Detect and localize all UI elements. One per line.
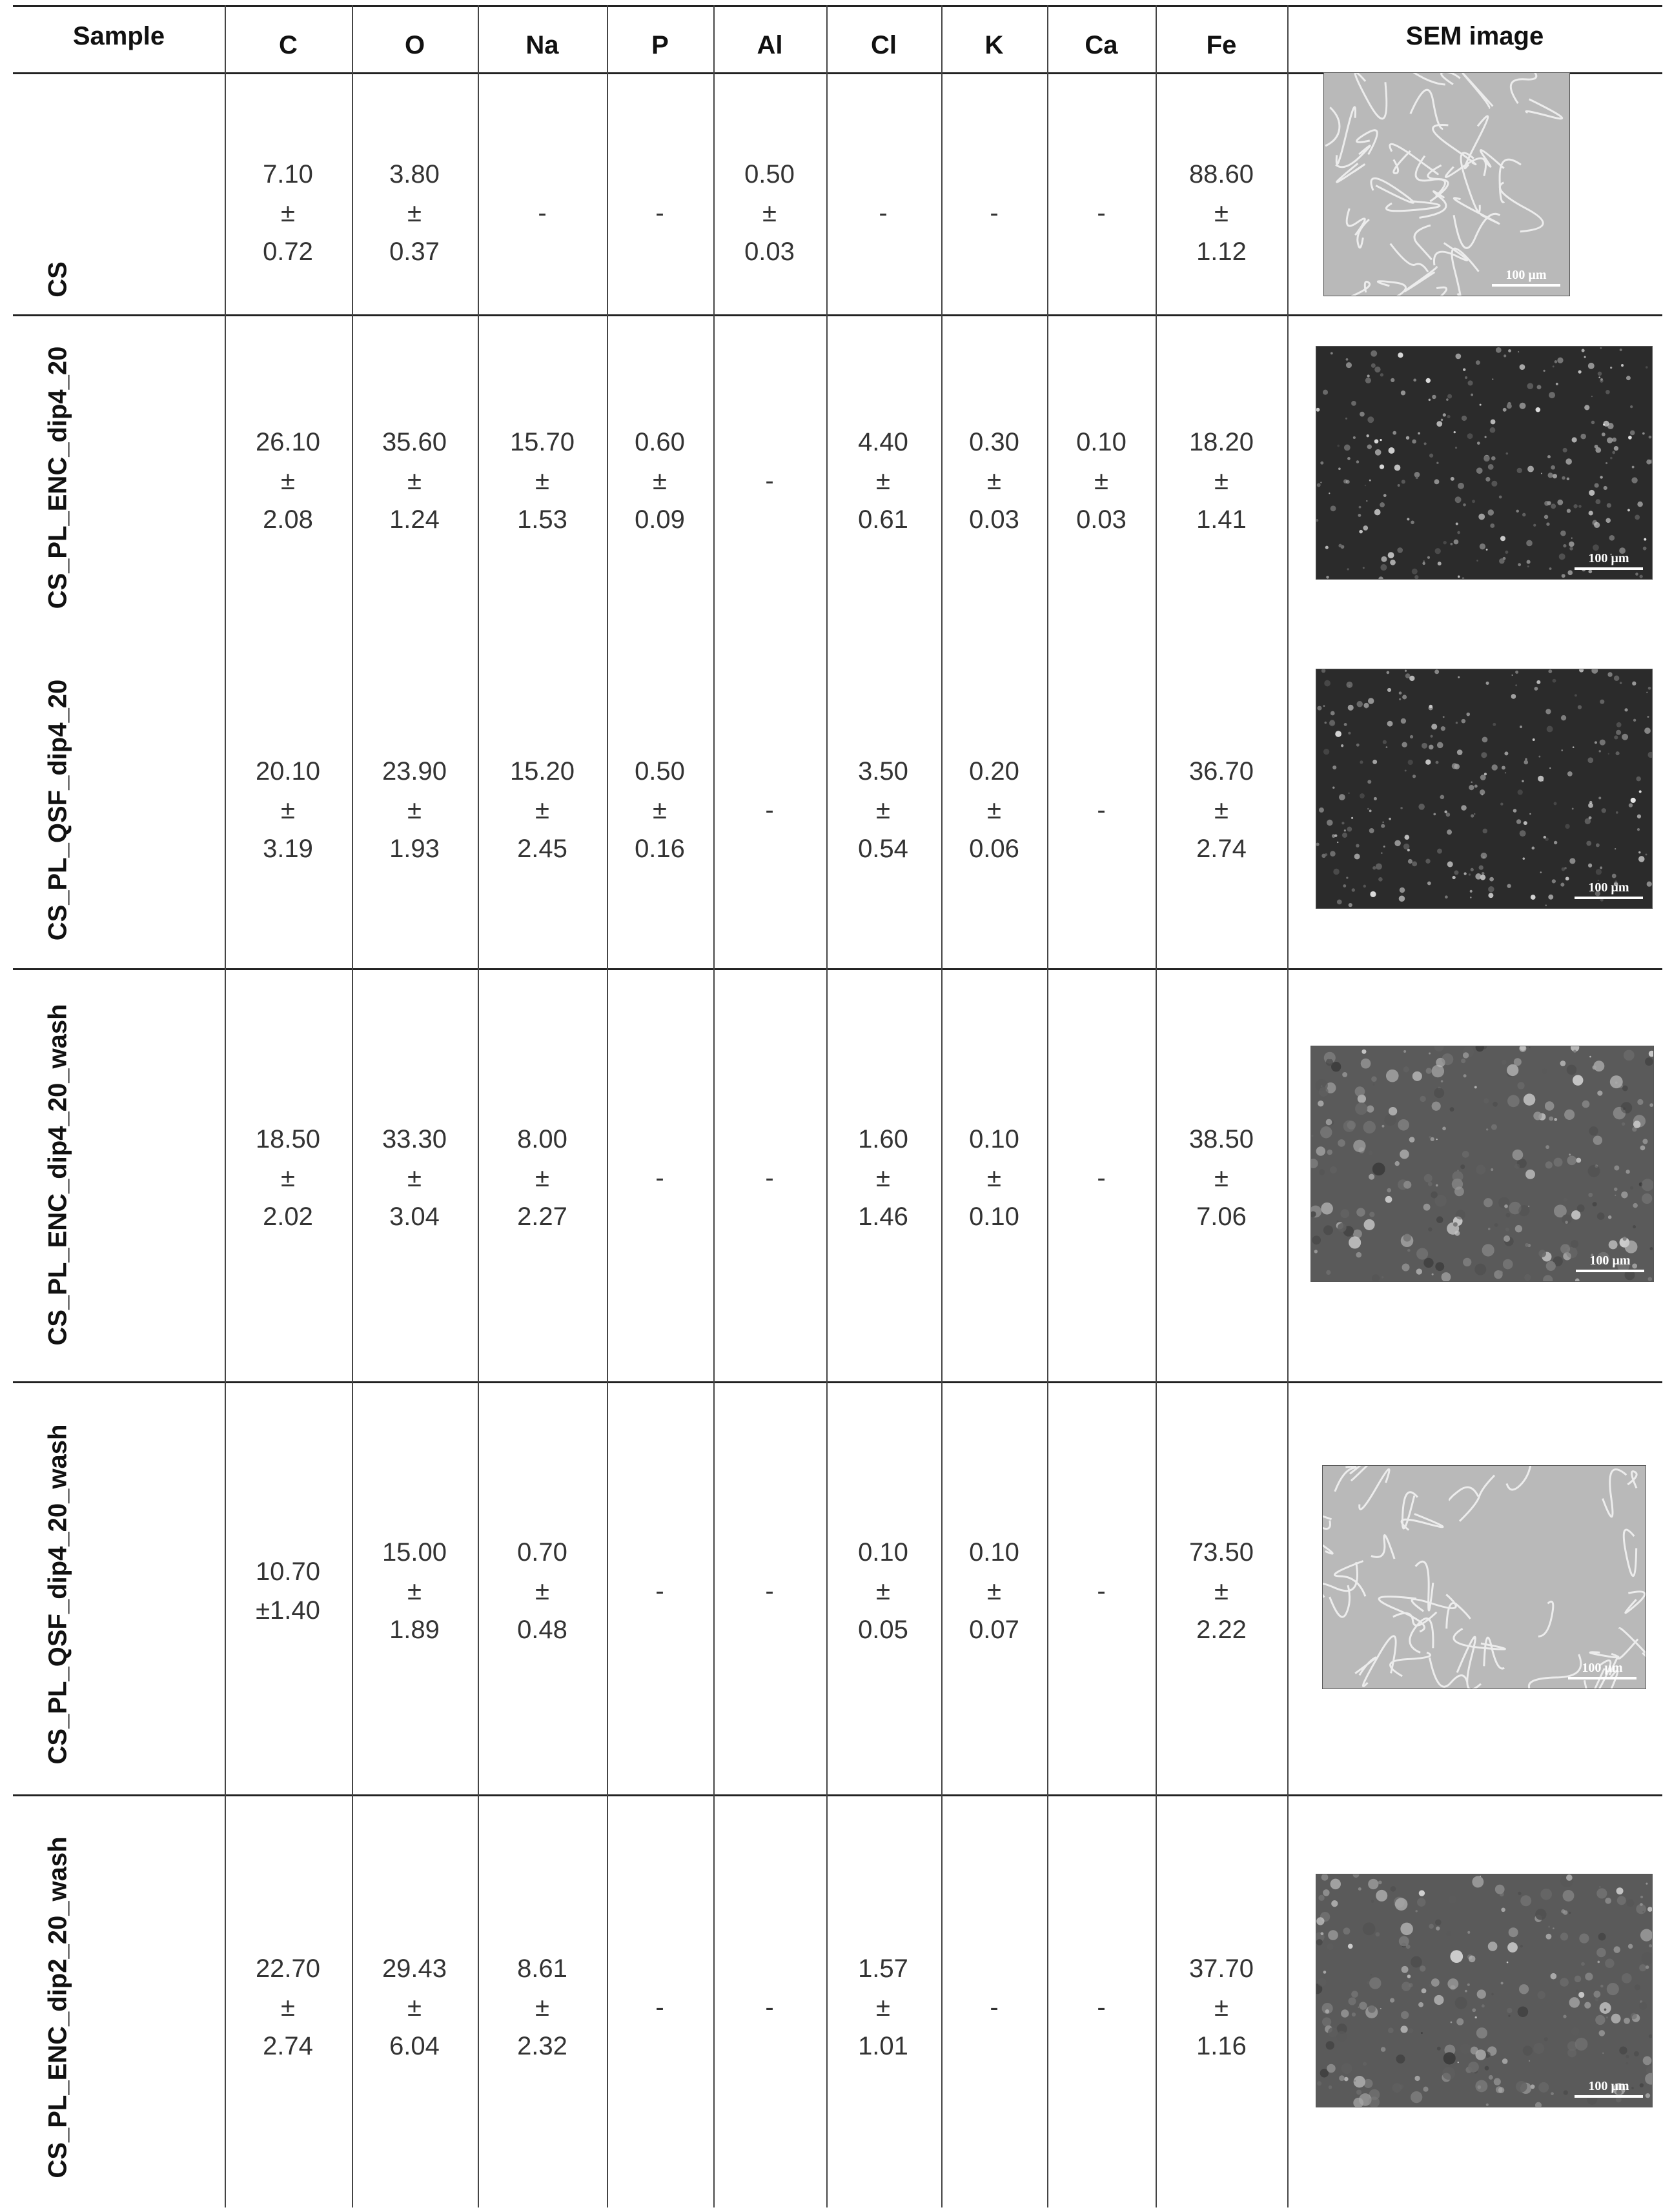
cell-k <box>933 752 1055 868</box>
plus-minus: ± <box>1094 467 1108 495</box>
empty-value: - <box>1097 1164 1106 1192</box>
std-dev-value: 0.10 <box>969 1202 1019 1231</box>
mean-value: 0.10 <box>1076 428 1127 456</box>
std-dev-value: 0.09 <box>635 505 685 534</box>
plus-minus: ± <box>876 796 890 824</box>
std-dev-value: 3.19 <box>263 835 313 863</box>
cell-p <box>598 194 721 232</box>
empty-value: - <box>765 1993 774 2022</box>
std-dev-value: 0.03 <box>1076 505 1127 534</box>
plus-minus: ± <box>281 796 295 824</box>
cell-cl <box>822 1120 944 1236</box>
empty-value: - <box>765 1577 774 1605</box>
plus-minus: ± <box>876 1993 890 2022</box>
plus-minus: ± <box>535 467 549 495</box>
cell-ca <box>1040 1988 1163 2027</box>
column-divider <box>826 5 828 2207</box>
column-header: Na <box>525 31 559 59</box>
column-header: Cl <box>871 31 897 59</box>
std-dev-value: 0.37 <box>389 238 440 266</box>
cell-al <box>708 791 831 829</box>
mean-value: 0.50 <box>635 757 685 786</box>
std-dev-value: 1.93 <box>389 835 440 863</box>
cell-fe <box>1160 423 1283 539</box>
plus-minus: ± <box>987 467 1001 495</box>
cell-cl <box>822 1949 944 2065</box>
column-divider <box>1156 5 1157 2207</box>
column-header: Ca <box>1085 31 1118 59</box>
empty-value: - <box>990 1993 999 2022</box>
cell-ca <box>1040 1572 1163 1610</box>
std-dev-value: 0.06 <box>969 835 1019 863</box>
cell-o <box>353 1120 476 1236</box>
cell-fe <box>1160 1120 1283 1236</box>
mean-value: 15.20 <box>509 757 575 786</box>
cell-c <box>227 155 349 271</box>
plus-minus: ± <box>1214 1577 1229 1605</box>
plus-minus: ± <box>876 1164 890 1192</box>
cell-fe <box>1160 1533 1283 1649</box>
cell-al <box>708 155 831 271</box>
mean-value: 36.70 <box>1188 757 1254 786</box>
std-dev-value: 3.04 <box>389 1202 440 1231</box>
cell-fe <box>1160 1949 1283 2065</box>
table-rule <box>13 314 1662 316</box>
mean-value: 1.60 <box>858 1125 908 1153</box>
table-rule <box>13 1794 1662 1796</box>
mean-value: 33.30 <box>382 1125 447 1153</box>
plus-minus: ± <box>653 467 667 495</box>
sample-name-text: CS <box>43 261 72 298</box>
scale-bar-label: 100 µm <box>1588 2079 1629 2093</box>
cell-p <box>598 1572 721 1610</box>
cell-ca <box>1040 1159 1163 1197</box>
plus-minus: ± <box>407 467 422 495</box>
mean-value: 37.70 <box>1188 1954 1254 1983</box>
std-dev-value: 0.54 <box>858 835 908 863</box>
std-dev-value: 0.07 <box>969 1616 1019 1644</box>
scale-bar-label: 100 µm <box>1588 551 1629 565</box>
std-dev-value: 2.74 <box>263 2032 313 2060</box>
column-divider <box>352 5 353 2207</box>
plus-minus: ± <box>281 1164 295 1192</box>
mean-value: 0.70 <box>517 1538 567 1567</box>
cell-fe <box>1160 752 1283 868</box>
std-dev-value: 0.61 <box>858 505 908 534</box>
empty-value: - <box>1097 1993 1106 2022</box>
mean-value: 15.00 <box>382 1538 447 1567</box>
std-dev-value: 2.32 <box>517 2032 567 2060</box>
plus-minus: ± <box>653 796 667 824</box>
plus-minus: ± <box>876 467 890 495</box>
column-header: K <box>984 31 1004 59</box>
mean-value: 0.10 <box>969 1125 1019 1153</box>
mean-value: 8.61 <box>517 1954 567 1983</box>
mean-value: 22.70 <box>255 1954 321 1983</box>
sample-name-text: CS_PL_QSF_dip4_20 <box>43 679 72 941</box>
mean-value: 1.57 <box>858 1954 908 1983</box>
std-dev-value: 2.02 <box>263 1202 313 1231</box>
mean-value: 35.60 <box>382 428 447 456</box>
cell-o <box>353 155 476 271</box>
cell-ca <box>1040 423 1163 539</box>
cell-cl <box>822 1533 944 1649</box>
column-divider <box>1047 5 1048 2207</box>
std-dev-value: 0.16 <box>635 835 685 863</box>
plus-minus: ± <box>535 1164 549 1192</box>
cell-p <box>598 752 721 868</box>
sample-name-text: CS_PL_ENC_dip2_20_wash <box>43 1836 72 2178</box>
column-header: O <box>404 31 425 59</box>
std-dev-value: 2.45 <box>517 835 567 863</box>
mean-value: 0.20 <box>969 757 1019 786</box>
column-header: P <box>651 31 669 59</box>
empty-value: - <box>655 1577 664 1605</box>
cell-al <box>708 1572 831 1610</box>
mean-value: 3.80 <box>389 160 440 188</box>
empty-value: - <box>655 199 664 227</box>
std-dev-value: 1.53 <box>517 505 567 534</box>
plus-minus: ± <box>407 796 422 824</box>
column-divider <box>713 5 715 2207</box>
column-header: Sample <box>72 22 165 50</box>
cell-k <box>933 423 1055 539</box>
plus-minus: ± <box>281 1993 295 2022</box>
cell-p <box>598 1159 721 1197</box>
column-divider <box>225 5 226 2207</box>
cell-al <box>708 462 831 500</box>
cell-na <box>481 752 604 868</box>
cell-k <box>933 1533 1055 1649</box>
cell-na <box>481 1949 604 2065</box>
sem-image <box>1316 669 1653 909</box>
std-dev-value: 1.24 <box>389 505 440 534</box>
mean-value: 7.10 <box>263 160 313 188</box>
table-rule <box>13 968 1662 970</box>
std-dev-value: 0.72 <box>263 238 313 266</box>
cell-cl <box>822 423 944 539</box>
scale-bar-label: 100 µm <box>1582 1661 1623 1675</box>
cell-c <box>227 1120 349 1236</box>
cell-p <box>598 423 721 539</box>
std-dev-value: 1.01 <box>858 2032 908 2060</box>
cell-k <box>933 1988 1055 2027</box>
cell-c <box>227 1949 349 2065</box>
cell-p <box>598 1988 721 2027</box>
std-dev-value: 1.16 <box>1196 2032 1247 2060</box>
mean-value: 4.40 <box>858 428 908 456</box>
cell-o <box>353 423 476 539</box>
sem-image <box>1323 72 1570 296</box>
sem-image <box>1322 1465 1646 1689</box>
plus-minus: ± <box>281 467 295 495</box>
cell-al <box>708 1159 831 1197</box>
plus-minus: ± <box>407 199 422 227</box>
mean-value: 18.20 <box>1188 428 1254 456</box>
cell-c <box>227 1552 349 1630</box>
std-dev-value: 7.06 <box>1196 1202 1247 1231</box>
column-header: SEM image <box>1405 22 1544 50</box>
scale-bar-label: 100 µm <box>1589 1253 1631 1268</box>
mean-value: 20.10 <box>255 757 321 786</box>
std-dev-value: 1.46 <box>858 1202 908 1231</box>
column-header: C <box>279 31 298 59</box>
plus-minus: ± <box>1214 1993 1229 2022</box>
sample-name-text: CS_PL_ENC_dip4_20_wash <box>43 1004 72 1346</box>
cell-c <box>227 423 349 539</box>
cell-na <box>481 1533 604 1649</box>
table-rule <box>13 1381 1662 1383</box>
mean-value: 18.50 <box>255 1125 321 1153</box>
mean-value: 0.30 <box>969 428 1019 456</box>
cell-ca <box>1040 791 1163 829</box>
std-dev-value: 0.03 <box>744 238 795 266</box>
plus-minus: ± <box>535 1993 549 2022</box>
cell-o <box>353 1533 476 1649</box>
table-rule <box>13 5 1662 7</box>
mean-value: 8.00 <box>517 1125 567 1153</box>
sample-name-text: CS_PL_QSF_dip4_20_wash <box>43 1424 72 1765</box>
empty-value: - <box>538 199 547 227</box>
std-dev-value: 1.89 <box>389 1616 440 1644</box>
column-divider <box>941 5 943 2207</box>
cell-al <box>708 1988 831 2027</box>
plus-minus: ± <box>987 1577 1001 1605</box>
sem-image <box>1316 1874 1653 2107</box>
mean-value: 10.70 <box>255 1558 321 1586</box>
mean-value: 26.10 <box>255 428 321 456</box>
plus-minus: ± <box>281 199 295 227</box>
std-dev-value: 0.05 <box>858 1616 908 1644</box>
std-dev-value: 1.12 <box>1196 238 1247 266</box>
plus-minus: ± <box>407 1164 422 1192</box>
plus-minus: ± <box>987 1164 1001 1192</box>
std-dev-value: 2.74 <box>1196 835 1247 863</box>
plus-minus: ± <box>1214 467 1229 495</box>
empty-value: - <box>1097 199 1106 227</box>
mean-value: 88.60 <box>1188 160 1254 188</box>
mean-value: 23.90 <box>382 757 447 786</box>
mean-value: 0.50 <box>744 160 795 188</box>
empty-value: - <box>655 1993 664 2022</box>
empty-value: - <box>655 1164 664 1192</box>
cell-ca <box>1040 194 1163 232</box>
std-dev-value: 2.08 <box>263 505 313 534</box>
mean-value: 0.60 <box>635 428 685 456</box>
empty-value: - <box>990 199 999 227</box>
cell-k <box>933 1120 1055 1236</box>
cell-fe <box>1160 155 1283 271</box>
cell-k <box>933 194 1055 232</box>
std-dev-value: 6.04 <box>389 2032 440 2060</box>
plus-minus: ± <box>407 1993 422 2022</box>
column-divider <box>1287 5 1289 2207</box>
std-dev-value: 2.22 <box>1196 1616 1247 1644</box>
empty-value: - <box>1097 1577 1106 1605</box>
column-divider <box>478 5 479 2207</box>
cell-na <box>481 423 604 539</box>
cell-o <box>353 752 476 868</box>
plus-minus: ±1.40 <box>256 1596 320 1625</box>
mean-value: 15.70 <box>509 428 575 456</box>
cell-o <box>353 1949 476 2065</box>
std-dev-value: 2.27 <box>517 1202 567 1231</box>
sem-image <box>1316 346 1653 580</box>
plus-minus: ± <box>535 796 549 824</box>
mean-value: 3.50 <box>858 757 908 786</box>
empty-value: - <box>879 199 888 227</box>
mean-value: 0.10 <box>858 1538 908 1567</box>
column-header: Fe <box>1206 31 1237 59</box>
mean-value: 38.50 <box>1188 1125 1254 1153</box>
plus-minus: ± <box>1214 796 1229 824</box>
plus-minus: ± <box>1214 1164 1229 1192</box>
empty-value: - <box>765 796 774 824</box>
std-dev-value: 0.48 <box>517 1616 567 1644</box>
plus-minus: ± <box>535 1577 549 1605</box>
empty-value: - <box>1097 796 1106 824</box>
std-dev-value: 0.03 <box>969 505 1019 534</box>
plus-minus: ± <box>987 796 1001 824</box>
column-divider <box>607 5 608 2207</box>
cell-na <box>481 194 604 232</box>
scale-bar-label: 100 µm <box>1505 268 1547 282</box>
column-header: Al <box>757 31 783 59</box>
plus-minus: ± <box>876 1577 890 1605</box>
plus-minus: ± <box>1214 199 1229 227</box>
mean-value: 0.10 <box>969 1538 1019 1567</box>
std-dev-value: 1.41 <box>1196 505 1247 534</box>
mean-value: 29.43 <box>382 1954 447 1983</box>
cell-cl <box>822 752 944 868</box>
scale-bar-label: 100 µm <box>1588 880 1629 895</box>
cell-cl <box>822 194 944 232</box>
mean-value: 73.50 <box>1188 1538 1254 1567</box>
sample-name-text: CS_PL_ENC_dip4_20 <box>43 346 72 609</box>
plus-minus: ± <box>407 1577 422 1605</box>
empty-value: - <box>765 467 774 495</box>
sem-image <box>1310 1046 1654 1282</box>
cell-c <box>227 752 349 868</box>
plus-minus: ± <box>762 199 777 227</box>
empty-value: - <box>765 1164 774 1192</box>
cell-na <box>481 1120 604 1236</box>
